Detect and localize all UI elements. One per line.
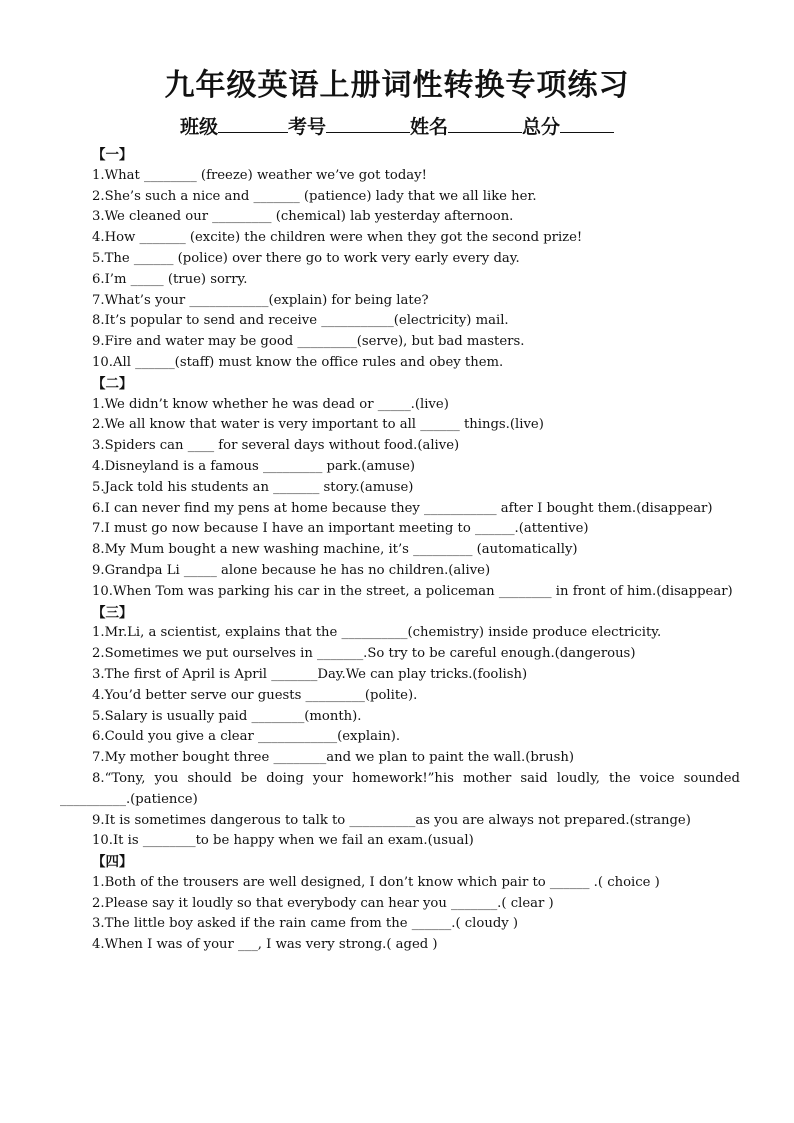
question-item: 2.She’s such a nice and _______ (patience) lady that we all like her. xyxy=(92,188,537,204)
question-item: 7.I must go now because I have an important meeting to ______.(attentive) xyxy=(92,521,589,537)
score-blank[interactable] xyxy=(560,114,614,133)
question-item: 9.It is sometimes dangerous to talk to __________as you are always not prepared.(strange) xyxy=(92,812,691,828)
page-title: 九年级英语上册词性转换专项练习 xyxy=(164,68,630,103)
class-label: 班级 xyxy=(179,116,218,138)
question-item: 10.When Tom was parking his car in the street, a policeman ________ in front of him.(disappear) xyxy=(92,583,733,599)
question-item: 6.I’m _____ (true) sorry. xyxy=(92,271,248,287)
question-item: 3.We cleaned our _________ (chemical) lab yesterday afternoon. xyxy=(92,209,514,225)
exam-no-blank[interactable] xyxy=(326,114,410,133)
question-item: 9.Fire and water may be good _________(serve), but bad masters. xyxy=(92,334,525,350)
question-item: 1.Both of the trousers are well designed, I don’t know which pair to ______ .( choice ) xyxy=(92,874,660,890)
section-heading: 【四】 xyxy=(92,854,133,871)
section-heading: 【一】 xyxy=(92,147,133,163)
question-item: 9.Grandpa Li _____ alone because he has no children.(alive) xyxy=(92,562,491,578)
name-label: 姓名 xyxy=(410,116,449,138)
question-item: 6.I can never find my pens at home because they ___________ after I bought them.(disappear) xyxy=(92,500,713,516)
question-item: 3.The little boy asked if the rain came from the ______.( cloudy ) xyxy=(92,916,519,932)
question-item: 2.We all know that water is very important to all ______ things.(live) xyxy=(92,417,544,433)
question-item: 2.Please say it loudly so that everybody can hear you _______.( clear ) xyxy=(92,895,554,911)
section-heading: 【二】 xyxy=(92,375,133,392)
question-item: 1.Mr.Li, a scientist, explains that the __________(chemistry) inside produce electricity. xyxy=(92,625,662,641)
question-item: 1.We didn’t know whether he was dead or _____.(live) xyxy=(92,396,449,412)
score-label: 总分 xyxy=(522,116,561,138)
question-item: 4.When I was of your ___, I was very strong.( aged ) xyxy=(92,937,438,953)
exam-no-label: 考号 xyxy=(287,116,326,138)
question-item: 10.All ______(staff) must know the office rules and obey them. xyxy=(92,354,504,370)
student-info-line xyxy=(0,112,794,139)
question-item: 8.It’s popular to send and receive ___________(electricity) mail. xyxy=(92,313,509,329)
exercise-content xyxy=(60,145,740,956)
question-item: 3.Spiders can ____ for several days without food.(alive) xyxy=(92,438,460,454)
question-item: 4.Disneyland is a famous _________ park.(amuse) xyxy=(92,458,416,474)
name-blank[interactable] xyxy=(448,114,522,133)
question-item: 5.Jack told his students an _______ story.(amuse) xyxy=(92,479,414,495)
question-item: 8.“Tony, you should be doing your homework!”his mother said loudly, the voice sounded __________.(patience) xyxy=(60,770,740,807)
question-item: 5.The ______ (police) over there go to work very early every day. xyxy=(92,250,520,266)
question-item: 3.The first of April is April _______Day.We can play tricks.(foolish) xyxy=(92,666,528,682)
question-item: 2.Sometimes we put ourselves in _______.So try to be careful enough.(dangerous) xyxy=(92,646,636,662)
question-item: 4.You’d better serve our guests _________(polite). xyxy=(92,687,418,703)
section-heading: 【三】 xyxy=(92,604,133,621)
question-item: 6.Could you give a clear ____________(explain). xyxy=(92,729,401,745)
question-item: 10.It is ________to be happy when we fail an exam.(usual) xyxy=(92,833,474,849)
class-blank[interactable] xyxy=(218,114,288,133)
question-item: 1.What ________ (freeze) weather we’ve got today! xyxy=(92,167,427,183)
question-item: 5.Salary is usually paid ________(month). xyxy=(92,708,362,724)
question-item: 7.What’s your ____________(explain) for being late? xyxy=(92,292,429,308)
question-item: 7.My mother bought three ________and we plan to paint the wall.(brush) xyxy=(92,750,574,766)
question-item: 4.How _______ (excite) the children were when they got the second prize! xyxy=(92,230,583,246)
question-item: 8.My Mum bought a new washing machine, it’s _________ (automatically) xyxy=(92,542,578,558)
